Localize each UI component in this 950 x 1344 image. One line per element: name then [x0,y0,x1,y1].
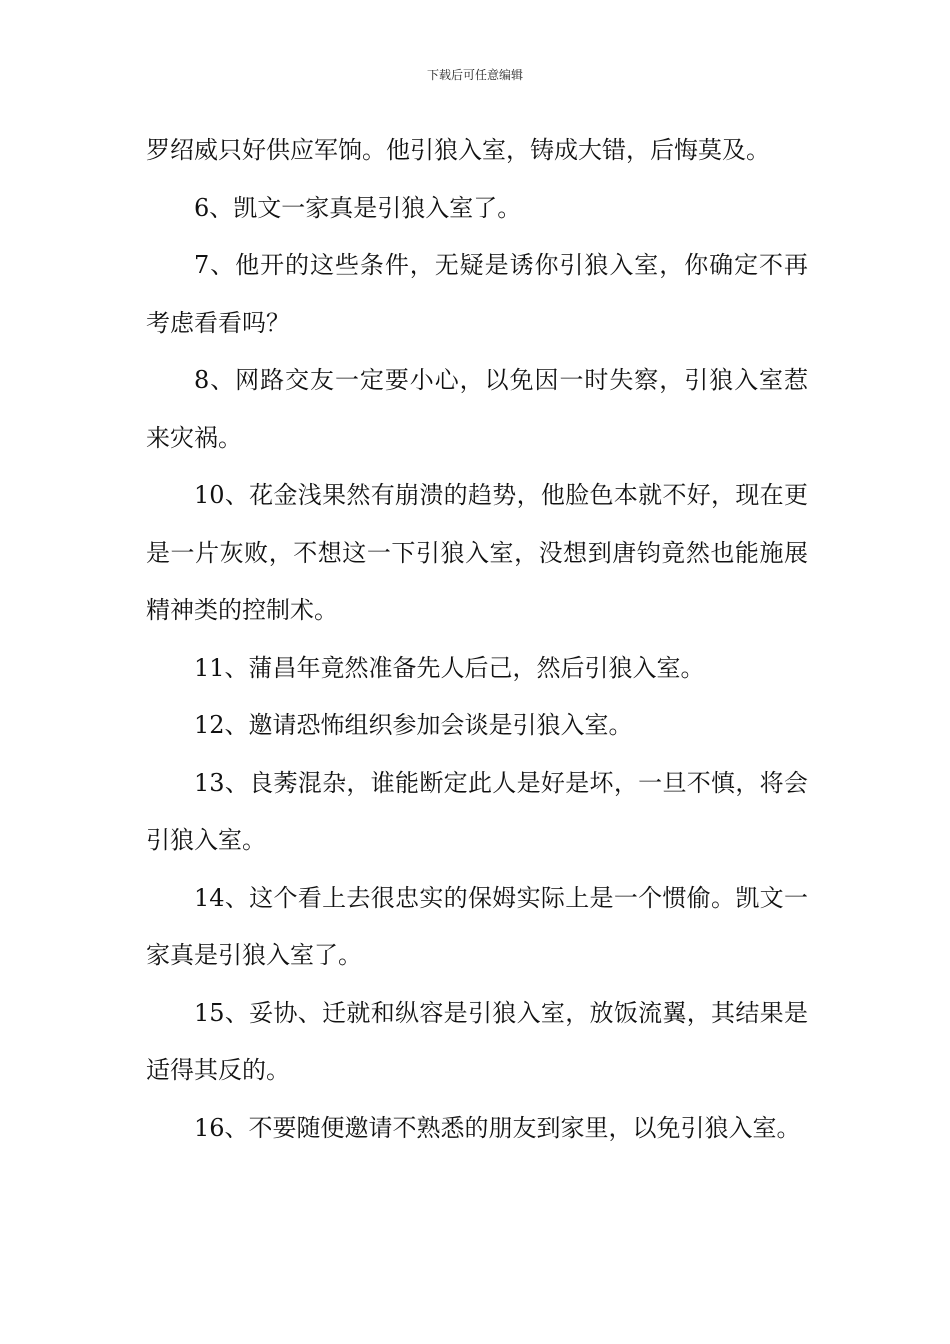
sentence-16: 16、不要随便邀请不熟悉的朋友到家里，以免引狼入室。 [194,1113,801,1142]
sentence-15: 15、妥协、迁就和纵容是引狼入室，放饭流翼，其结果是适得其反的。 [146,998,808,1084]
sentence-6: 6、凯文一家真是引狼入室了。 [194,193,522,222]
sentence-13: 13、良莠混杂，谁能断定此人是好是坏，一旦不慎，将会引狼入室。 [146,768,808,854]
sentence-7: 7、他开的这些条件，无疑是诱你引狼入室，你确定不再考虑看看吗？ [146,251,808,337]
sentence-11: 11、蒲昌年竟然准备先人后己，然后引狼入室。 [194,653,705,682]
sentence-10: 10、花金浅果然有崩溃的趋势，他脸色本就不好，现在更是一片灰败，不想这一下引狼入室，没想到唐钧竟然也能施展精神类的控制术。 [146,481,808,624]
page-header: 下载后可任意编辑 [426,68,523,82]
sentence-8: 8、网路交友一定要小心，以免因一时失察，引狼入室惹来灾祸。 [146,366,808,452]
document-body [146,122,808,1157]
paragraph-continuation: 罗绍威只好供应军饷。他引狼入室，铸成大错，后悔莫及。 [146,136,770,164]
sentence-14: 14、这个看上去很忠实的保姆实际上是一个惯偷。凯文一家真是引狼入室了。 [146,883,808,969]
sentence-12: 12、邀请恐怖组织参加会谈是引狼入室。 [194,711,633,739]
